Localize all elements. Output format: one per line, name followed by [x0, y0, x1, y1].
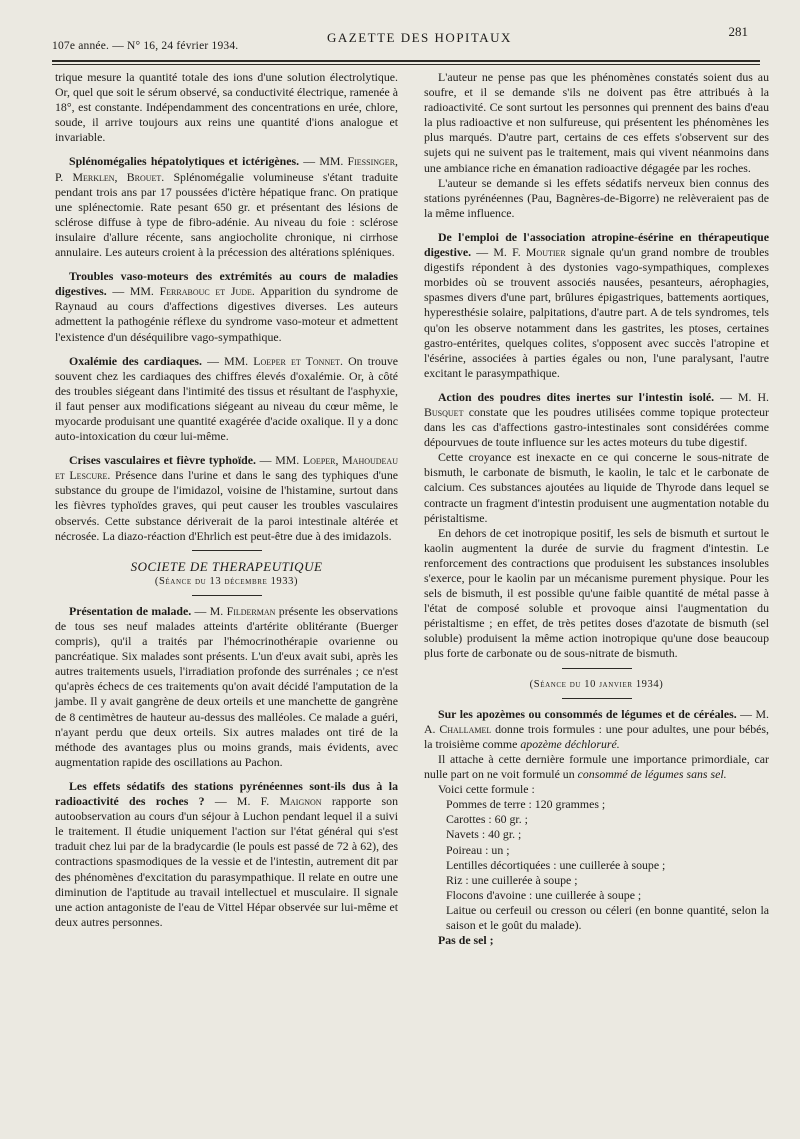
paragraph-text: Il attache à cette dernière formule une importance primordiale, car nulle part on ne voit formulé un: [424, 751, 769, 782]
article-effets-sedatifs: [55, 779, 398, 930]
section-divider: [562, 698, 632, 699]
article-authors: — M. Filderman: [191, 603, 276, 618]
article-title: Présentation de malade.: [69, 603, 192, 618]
article-title: Splénomégalies hépatolytiques et ictérigènes.: [69, 154, 300, 169]
article-title: Oxalémie des cardiaques.: [69, 353, 202, 368]
article-body: donne trois formules : une pour adultes, une pour bébés, la troisième comme: [424, 721, 770, 751]
society-heading: SOCIETE DE THERAPEUTIQUE: [130, 558, 323, 574]
article-title: Crises vasculaires et fièvre typhoïde.: [69, 453, 256, 468]
article-body: Splénomégalie volumineuse s'étant traduite pendant trois ans par 17 poussées d'ictère hépatique franc. On pratique une splénectomie. Rate pesant 650 gr. et présentant des lésions de sclérose diffuse à type de fibro-adénie. Au niveau du foie : sclérose insulaire d'allure récente, sans angiocholite chronique, ni cirrhose annulaire. Les auteurs croient à la précession des altérations spléniques.: [55, 169, 398, 260]
formula-intro: Voici cette formule :: [438, 782, 535, 797]
journal-title: GAZETTE DES HOPITAUX: [327, 30, 512, 45]
article-title: Troubles vaso-moteurs des extrémités au cours de maladies digestives.: [55, 269, 398, 299]
intro-paragraph: trique mesure la quantité totale des ions d'une solution électrolytique. Or, quel que soit le sérum observé, sa conductivité électrique, ramenée à 18°, est constante. Indépendamment des concentrations en urée, chlore, soude, il arrive toujours aux reins une quantité d'ions analogue et invariable.: [55, 70, 398, 145]
paragraph-italic: consommé de légumes sans sel.: [577, 767, 727, 782]
right-column: [424, 70, 769, 948]
recipe-note: Pas de sel ;: [438, 933, 494, 948]
article-apozemes: [424, 707, 769, 752]
article-body: présente les observations de tous ses neuf malades atteints d'artérite oblitérante (Buerger compris), qu'il a traités par l'hémocrinothérapie ovarienne ou pancréatique. Six malades sont présents. L'un d'eux avait subi, après les autres traitements usuels, l'irradiation profonde des surrénales ; ce n'est qu'après échecs de ces traitements qu'on avait décidé l'amputation de la jambe. Il y avait gangrène de deux orteils et une manchette de gangrène de 8 centimètres de hauteur au-dessus des malléoles. Ce malade a guéri, n'ayant perdu que deux orteils. Six autres malades ont tiré de la méthode des avantages plus ou moins grands, mais évidents, avec augmentation rapide des oscillations au Pachon.: [55, 603, 398, 769]
session-date: (Séance du 13 décembre 1933): [154, 575, 299, 587]
article-title: Les effets sédatifs des stations pyrénéennes sont-ils dus à la radioactivité des roches ?: [55, 778, 398, 809]
article-crises: [55, 453, 398, 544]
article-authors: — M. F. Maignon: [204, 794, 322, 809]
article-authors: — M. H. Busquet: [424, 389, 770, 419]
article-body: On trouve souvent chez les cardiaques des chiffres élevés d'oxalémie. Or, à côté des troubles siégeant dans l'intimité des tissus et résultant de l'asphyxie, il faut penser aux modifications siégeant au niveau du cœur même, le myocarde produisant une quantité exagérée d'acide oxalique. Il y a donc auto-intoxication du cœur lui-même.: [55, 353, 398, 444]
recipe-item: Pommes de terre : 120 grammes ;: [446, 797, 606, 812]
paragraph-attache: [424, 752, 769, 782]
recipe-item: Flocons d'avoine : une cuillerée à soupe ;: [446, 887, 642, 902]
article-authors: — MM. Fiessinger, P. Merklen, Brouet.: [55, 154, 398, 184]
article-poudres-inertes: [424, 390, 769, 450]
article-title: De l'emploi de l'association atropine-ésérine en thérapeutique digestive.: [424, 229, 769, 260]
article-title: Action des poudres dites inertes sur l'intestin isolé.: [438, 389, 715, 404]
article-authors: — MM. Ferrabouc et Jude.: [106, 284, 255, 299]
recipe-item: Poireau : un ;: [446, 842, 510, 857]
left-column: [55, 70, 398, 930]
article-body-italic: apozème déchloruré.: [520, 736, 620, 751]
article-title: Sur les apozèmes ou consommés de légumes et de céréales.: [438, 706, 737, 721]
recipe-item: Navets : 40 gr. ;: [446, 827, 522, 842]
article-authors: — MM. Loeper et Tonnet.: [201, 353, 343, 368]
page-number: 281: [728, 24, 748, 39]
recipe-list: [424, 797, 769, 933]
paragraph-croyance: Cette croyance est inexacte en ce qui concerne le sous-nitrate de bismuth, le carbonate de bismuth, le kaolin, le talc et le carbonate de calcium. Ces substances ajoutées au liquide de Thyrode dans lequel se contracte un fragment d'intestin produisent une augmentation notable du péristaltisme.: [424, 450, 769, 525]
article-body: constate que les poudres utilisées comme topique protecteur dans les cas d'affections gastro-intestinales sont considérées comme dépourvues de toute influence sur les actes moteurs du tube digestif.: [424, 404, 769, 450]
article-presentation: [55, 604, 398, 770]
article-body: Présence dans l'urine et dans le sang des typhiques d'une substance du groupe de l'imidazol, voisine de l'histamine, surtout dans les fièvres typhoïdes graves, qui peut causer les troubles vasculaires observés. Cette substance dériverait de la paroi intestinale altérée et nécrosée. La diazo-réaction d'Ehrlich est peut-être due à des imidazols.: [55, 468, 398, 543]
recipe-item: Lentilles décortiquées : une cuillerée à soupe ;: [446, 857, 666, 872]
paragraph-dehors: En dehors de cet inotropique positif, les sels de bismuth et surtout le kaolin augmentent la durée de survie du fragment d'intestin. Le renforcement des contractions que produisent les substances insolubles s'exerce, pour le kaolin par un mécanisme purement physique. Pour les sels de bismuth, il est possible qu'une faible quantité de métal passe à l'état de composé soluble et provoque ainsi l'augmentation du péristaltisme ; en effet, de très petites doses d'azotate de bismuth (sel soluble) produisent la même action inotropique qu'une dose beaucoup plus forte de carbonate ou de sous-nitrate de bismuth.: [424, 525, 769, 661]
header-rule-thin: [52, 64, 760, 65]
page-header: [52, 24, 760, 54]
article-authors: — M. F. Moutier: [471, 245, 566, 260]
article-splenomegalies: [55, 154, 398, 260]
article-authors: — M. A. Challamel: [424, 706, 769, 736]
recipe-item: Riz : une cuillerée à soupe ;: [446, 872, 578, 887]
paragraph-auteur-2: L'auteur se demande si les effets sédatifs nerveux bien connus des stations pyrénéennes (Pau, Bagnères-de-Bigorre) ne relèveraient pas de la même influence.: [424, 175, 769, 220]
article-authors: — MM. Loeper, Mahoudeau et Lescure.: [55, 453, 398, 483]
article-oxalemie: [55, 354, 398, 445]
article-atropine-eserine: [424, 230, 769, 381]
recipe-item: Carottes : 60 gr. ;: [446, 812, 528, 827]
article-body: signale qu'un grand nombre de troubles digestifs répondent à des dystonies vago-sympathiques, complexes morbides où se trouvent associés nausées, pesanteurs, aérophagies, spasmes divers d'une part, brûlures épigastriques, battements aortiques, hyperesthésie solaire, palpitations, d'autre part. A de tels syndromes, tels qu'on les observe notamment dans les gastrites, les ptoses, certaines gastro-entérites, quelques colites, s'opposent avec succès l'atropine et l'ésérine, associées à parties égales ou non, l'une paralysant, l'autre excitant le parasympathique.: [424, 245, 769, 380]
article-body: Apparition du syndrome de Raynaud au cours d'affections digestives diverses. Les auteurs admettent la pathogénie réflexe du syndrome vaso-moteur et admettent l'existence d'un déséquilibre vago-sympathique.: [55, 284, 398, 344]
article-troubles: [55, 269, 398, 344]
paragraph-auteur-1: L'auteur ne pense pas que les phénomènes constatés soient dus au soufre, et il se demande s'ils ne doivent pas être attribués à la radioactivité. Ce sont surtout les personnes qui prennent des bains d'eau la plus radioactive et non sulfureuse, qui présentent les phénomènes les plus marqués. D'autre part, certains de ces effets s'observent sur des sujets qui ne suivent pas le traitement, mais qui vivent néanmoins dans une ambiance riche en émanation radioactive dégagée par les roches.: [424, 70, 769, 175]
article-body: rapporte son autoobservation au cours d'un séjour à Luchon pendant lequel il a suivi le traitement. Il étudie uniquement l'action sur l'état général qui s'est traduit chez lui par de la bradycardie (le pouls est passé de 72 à 62), des contractions spasmodiques de la vessie et de l'intestin, autrement dit par des phénomènes d'excitation du parasympathique. Il relate en outre une diminution de l'aptitude au travail intellectuel et musculaire. Il signale une action antagoniste de l'eau de Vittel Hépar observée sur lui-même et deux autres personnes.: [55, 794, 398, 929]
recipe-item: Laitue ou cerfeuil ou cresson ou céleri (en bonne quantité, selon la saison et le goût du malade).: [446, 902, 769, 932]
header-rule: [52, 60, 760, 62]
session-date: (Séance du 10 janvier 1934): [529, 678, 664, 690]
section-divider: [562, 668, 632, 669]
issue-line: 107e année. — N° 16, 24 février 1934.: [52, 40, 239, 52]
section-divider: [192, 550, 262, 551]
section-divider: [192, 595, 262, 596]
